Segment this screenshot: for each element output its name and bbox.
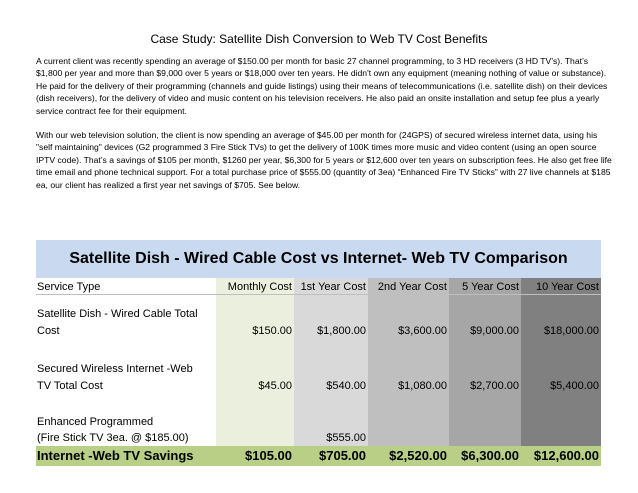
row-label: Satellite Dish - Wired Cable Total — [37, 308, 198, 320]
total-year5: $6,300.00 — [461, 448, 519, 463]
intro-text — [36, 55, 616, 191]
col-bg-year2 — [368, 278, 449, 466]
cell-year2: $1,080.00 — [398, 380, 447, 392]
cell-monthly: $45.00 — [258, 380, 292, 392]
cell-year2: $3,600.00 — [398, 325, 447, 337]
col-header-year5: 5 Year Cost — [462, 281, 519, 293]
row-label: Secured Wireless Internet -Web — [37, 363, 193, 375]
cell-year1: $555.00 — [326, 432, 366, 444]
col-header-year10: 10 Year Cost — [536, 281, 599, 293]
cell-year10: $5,400.00 — [550, 380, 599, 392]
col-bg-monthly — [216, 278, 294, 466]
cell-year1: $1,800.00 — [317, 325, 366, 337]
row-label-cont: (Fire Stick TV 3ea. @ $185.00) — [37, 432, 189, 444]
intro-paragraph-2: With our web television solution, the client is now spending an average of $45.00 per month for (24GPS) of secured wireless internet data, using his "self maintaining" devices (G2 programmed 3 Fire Stick TVs) to get the delivery of 100K times more music and video content (using an open source IPTV code). That’s a savings of $105 per month, $1260 per year, $6,300 for 5 years or $12,600 over ten years on subscription fees. He also get free life time email and phone technical support. For a total purchase price of $555.00 (quantity of 3ea) “Enhanced Fire TV Sticks” with 27 live channels at $185 ea, our client has realized a first year net savings of $705. See below. — [36, 130, 612, 190]
total-year10: $12,600.00 — [533, 448, 599, 463]
total-label: Internet -Web TV Savings — [37, 448, 194, 463]
cell-monthly: $150.00 — [252, 325, 292, 337]
col-header-monthly: Monthly Cost — [227, 281, 292, 293]
header-divider — [36, 294, 601, 295]
table-heading: Satellite Dish - Wired Cable Cost vs Internet- Web TV Comparison — [36, 240, 601, 278]
total-monthly: $105.00 — [245, 448, 292, 463]
cell-year1: $540.00 — [326, 380, 366, 392]
row-label-cont: Cost — [37, 325, 60, 337]
comparison-table — [36, 240, 601, 466]
col-header-service: Service Type — [37, 281, 101, 293]
page-title: Case Study: Satellite Dish Conversion to Web TV Cost Benefits — [150, 32, 488, 46]
col-bg-year5 — [449, 278, 521, 466]
col-header-year1: 1st Year Cost — [300, 281, 366, 293]
cell-year5: $2,700.00 — [470, 380, 519, 392]
total-year2: $2,520.00 — [389, 448, 447, 463]
col-bg-year10 — [521, 278, 601, 466]
intro-paragraph-1: A current client was recently spending an average of $150.00 per month for basic 27 channel programming, to 3 HD receivers (3 HD TV’s). That’s $1,800 per year and more than $9,000 over 5 years or $18,000 over ten years. He didn't own any equipment (meaning nothing of value or substance). He paid for the delivery of their programming (channels and guide listings) using their means of telecommunications (i.e. satellite dish) on their devices (dish receivers), for the delivery of video and music content on his television receivers. He also paid an onsite installation and setup fee plus a yearly service contract fee for their equipment. — [36, 56, 608, 116]
row-label-cont: TV Total Cost — [37, 380, 103, 392]
cell-year10: $18,000.00 — [543, 325, 599, 337]
row-label: Enhanced Programmed — [37, 416, 154, 428]
cell-year5: $9,000.00 — [470, 325, 519, 337]
total-year1: $705.00 — [319, 448, 366, 463]
col-header-year2: 2nd Year Cost — [377, 281, 447, 293]
